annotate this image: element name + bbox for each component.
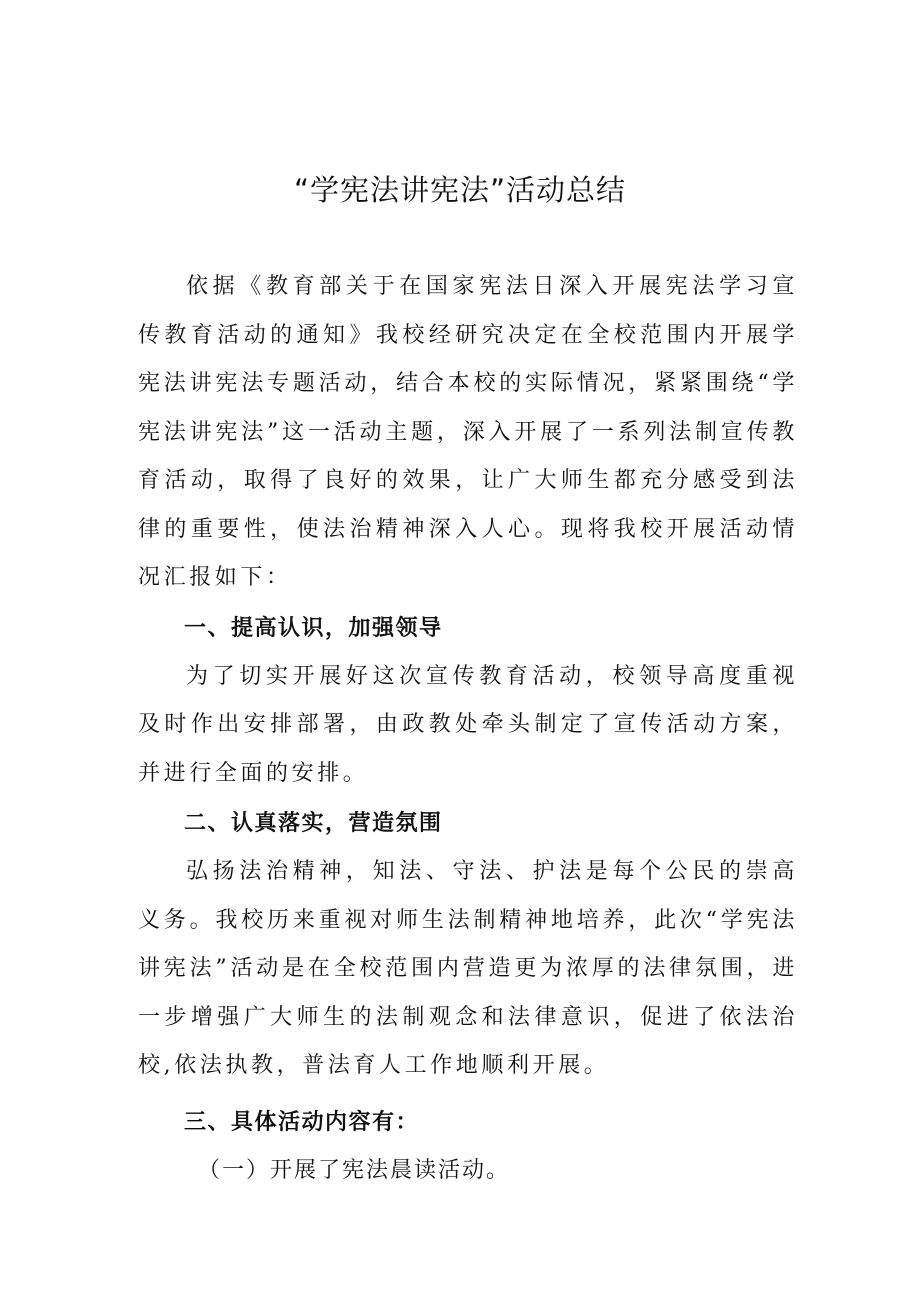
document-body bbox=[138, 263, 798, 1195]
section-2-paragraph: 弘扬法治精神，知法、守法、护法是每个公民的崇高义务。我校历来重视对师生法制精神地培养，此次“学宪法讲宪法”活动是在全校范围内营造更为浓厚的法律氛围，进一步增强广大师生的法制观念和法律意识，促进了依法治校,依法执教，普法育人工作地顺利开展。 bbox=[138, 859, 798, 1078]
section-3-subitem-1: （一）开展了宪法晨读活动。 bbox=[198, 1157, 511, 1183]
section-3-heading: 三、具体活动内容有： bbox=[184, 1109, 420, 1135]
document-title: “学宪法讲宪法”活动总结 bbox=[293, 173, 627, 207]
section-1-paragraph: 为了切实开展好这次宣传教育活动，校领导高度重视及时作出安排部署，由政教处牵头制定了宣传活动方案，并进行全面的安排。 bbox=[138, 663, 798, 786]
intro-paragraph: 依据《教育部关于在国家宪法日深入开展宪法学习宣传教育活动的通知》我校经研究决定在全校范围内开展学宪法讲宪法专题活动，结合本校的实际情况，紧紧围绕“学宪法讲宪法”这一活动主题，深入开展了一系列法制宣传教育活动，取得了良好的效果，让广大师生都充分感受到法律的重要性，使法治精神深入人心。现将我校开展活动情况汇报如下： bbox=[138, 274, 798, 590]
section-2-heading: 二、认真落实，营造氛围 bbox=[184, 811, 443, 836]
section-1-heading: 一、提高认识，加强领导 bbox=[184, 615, 443, 641]
